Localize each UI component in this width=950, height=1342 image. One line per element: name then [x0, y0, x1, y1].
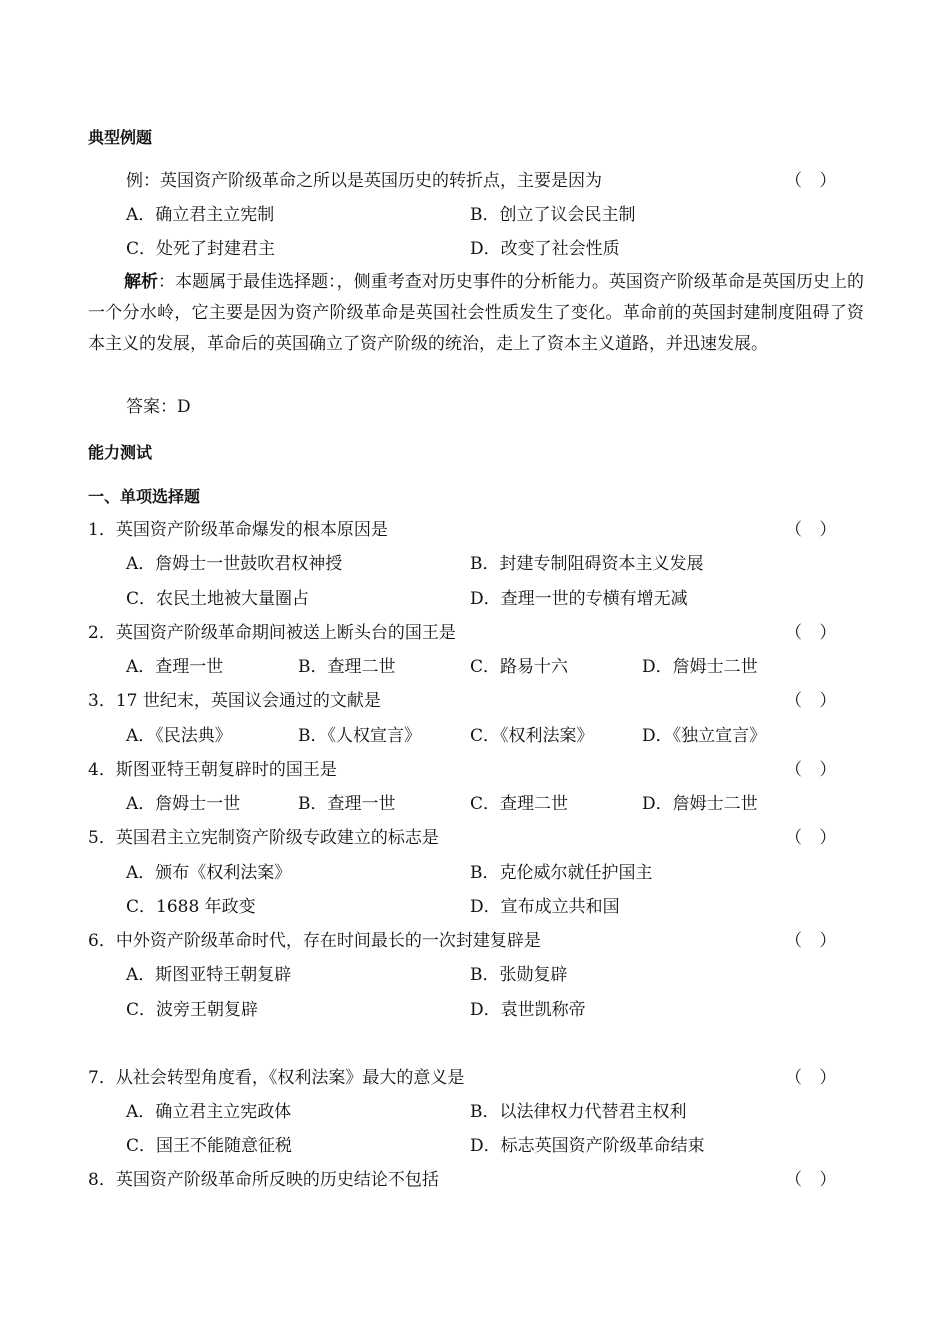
answer-parenthesis: （ ） [785, 171, 843, 191]
q2-option-d: D．詹姆士二世 [642, 657, 758, 677]
question-5: 5．英国君主立宪制资产阶级专政建立的标志是 [88, 828, 439, 848]
test-heading: 能力测试 [88, 443, 153, 462]
question-2: 2．英国资产阶级革命期间被送上断头台的国王是 [88, 623, 456, 643]
q3-option-d: D．《独立宣言》 [642, 726, 767, 746]
question-7: 7．从社会转型角度看，《权利法案》最大的意义是 [88, 1068, 465, 1088]
q7-option-c: C．国王不能随意征税 [126, 1136, 293, 1156]
q4-option-a: A．詹姆士一世 [126, 794, 241, 814]
question-3: 3．17 世纪末，英国议会通过的文献是 [88, 691, 381, 711]
q6-option-a: A．斯图亚特王朝复辟 [126, 965, 292, 985]
q6-option-c: C．波旁王朝复辟 [126, 1000, 259, 1020]
answer-parenthesis: （ ） [785, 1170, 843, 1190]
q3-option-c: C．《权利法案》 [470, 726, 594, 746]
q1-option-a: A．詹姆士一世鼓吹君权神授 [126, 554, 343, 574]
q5-option-b: B．克伦威尔就任护国主 [470, 863, 653, 883]
answer-parenthesis: （ ） [785, 931, 843, 951]
q5-option-c: C．1688 年政变 [126, 897, 256, 917]
q1-option-c: C．农民土地被大量圈占 [126, 589, 310, 609]
example-option-c: C．处死了封建君主 [126, 239, 276, 259]
q7-option-d: D．标志英国资产阶级革命结束 [470, 1136, 705, 1156]
q4-option-b: B．查理一世 [298, 794, 396, 814]
q1-option-d: D．查理一世的专横有增无减 [470, 589, 688, 609]
analysis-label: 解析 [124, 272, 159, 292]
q3-option-b: B．《人权宣言》 [298, 726, 421, 746]
example-analysis [88, 267, 864, 360]
q5-option-a: A．颁布《权利法案》 [126, 863, 292, 883]
answer-parenthesis: （ ） [785, 623, 843, 643]
question-6: 6．中外资产阶级革命时代，存在时间最长的一次封建复辟是 [88, 931, 541, 951]
section-heading: 一、单项选择题 [88, 487, 201, 506]
example-heading: 典型例题 [88, 128, 153, 147]
answer-parenthesis: （ ） [785, 828, 843, 848]
q6-option-b: B．张勋复辟 [470, 965, 568, 985]
question-1: 1．英国资产阶级革命爆发的根本原因是 [88, 520, 388, 540]
example-answer: 答案：D [126, 397, 191, 417]
question-8: 8．英国资产阶级革命所反映的历史结论不包括 [88, 1170, 439, 1190]
q2-option-a: A．查理一世 [126, 657, 224, 677]
q4-option-d: D．詹姆士二世 [642, 794, 758, 814]
q1-option-b: B．封建专制阻碍资本主义发展 [470, 554, 704, 574]
answer-parenthesis: （ ） [785, 691, 843, 711]
example-option-a: A．确立君主立宪制 [126, 205, 275, 225]
example-question: 例：英国资产阶级革命之所以是英国历史的转折点，主要是因为 [126, 171, 602, 191]
answer-parenthesis: （ ） [785, 1068, 843, 1088]
q5-option-d: D．宣布成立共和国 [470, 897, 620, 917]
q4-option-c: C．查理二世 [470, 794, 569, 814]
q3-option-a: A．《民法典》 [126, 726, 232, 746]
example-option-b: B．创立了议会民主制 [470, 205, 636, 225]
analysis-text: ：本题属于最佳选择题：，侧重考查对历史事件的分析能力。英国资产阶级革命是英国历史上的一个分水岭，它主要是因为资产阶级革命是英国社会性质发生了变化。革命前的英国封建制度阻碍了资本主义的发展，革命后的英国确立了资产阶级的统治，走上了资本主义道路，并迅速发展。 [88, 272, 865, 354]
example-option-d: D．改变了社会性质 [470, 239, 620, 259]
q6-option-d: D．袁世凯称帝 [470, 1000, 586, 1020]
q2-option-c: C．路易十六 [470, 657, 569, 677]
q2-option-b: B．查理二世 [298, 657, 396, 677]
question-4: 4．斯图亚特王朝复辟时的国王是 [88, 760, 337, 780]
answer-parenthesis: （ ） [785, 760, 843, 780]
answer-parenthesis: （ ） [785, 520, 843, 540]
q7-option-a: A．确立君主立宪政体 [126, 1102, 292, 1122]
q7-option-b: B．以法律权力代替君主权利 [470, 1102, 687, 1122]
